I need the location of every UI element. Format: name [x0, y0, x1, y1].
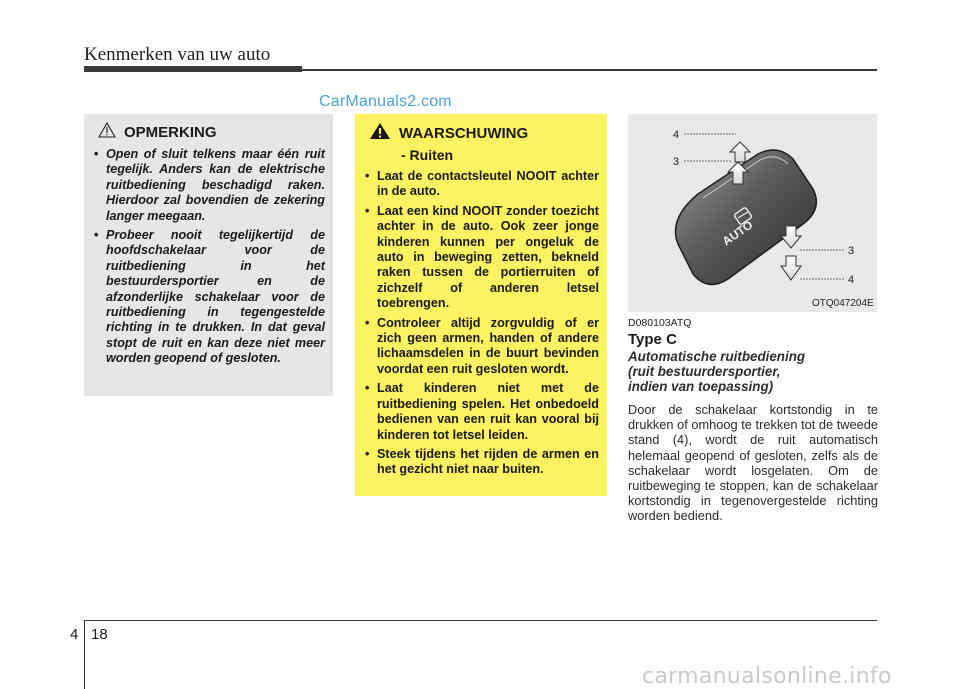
section-subtitle-line: (ruit bestuurdersportier,	[628, 364, 781, 380]
warning-item: • Laat een kind NOOIT zonder toezicht achter in de auto. Ook zeer jonge kinderen kunnen per ongeluk de auto in beweging zetten, bekneld raken tussen de portierruiten of zichzelf of anderen letsel toebrengen.	[365, 203, 599, 311]
illustration-code: OTQ047204E	[812, 298, 874, 309]
label-down-4: 4	[848, 274, 855, 286]
warning-item: • Controleer altijd zorgvuldig of er zich geen armen, handen of andere lichaamsdelen in de buurt bevinden voordat een ruit gesloten wordt.	[365, 315, 599, 376]
note-title: OPMERKING	[124, 124, 217, 141]
footer-rule	[84, 620, 877, 621]
site-watermark[interactable]: carmanualsonline.info	[642, 664, 892, 689]
warning-list	[365, 169, 599, 478]
page-header-title: Kenmerken van uw auto	[84, 44, 271, 65]
header-bar	[84, 66, 302, 72]
section-subtitle-line: indien van toepassing)	[628, 379, 774, 395]
note-box	[84, 114, 333, 396]
section-ref-code: D080103ATQ	[628, 317, 692, 329]
note-item: • Open of sluit telkens maar één ruit tegelijk. Anders kan de elektrische ruitbediening beschadigd raken. Hierdoor zal bovendien de zekering langer meegaan.	[94, 147, 325, 223]
section-body: Door de schakelaar kortstondig in te drukken of omhoog te trekken tot de tweede stand (4), wordt de ruit automatisch helemaal geopend of gesloten, zelfs als de schakelaar wordt losgelaten. Om de ruitbeweging te stoppen, kan de schakelaar kortstondig in tegenovergestelde richting worden bediend.	[628, 402, 878, 524]
section-title: Type C	[628, 331, 677, 348]
switch-auto-text: AUTO	[719, 217, 756, 249]
warning-subtitle: - Ruiten	[401, 147, 454, 163]
warning-icon	[369, 122, 391, 145]
caution-icon	[98, 122, 116, 143]
section-subtitle	[628, 349, 880, 395]
chapter-number: 4	[70, 626, 79, 643]
window-switch-illustration	[628, 114, 877, 312]
warning-title: WAARSCHUWING	[399, 125, 529, 142]
header-rule	[302, 69, 877, 71]
label-up-3: 3	[673, 156, 680, 168]
footer-divider	[84, 621, 85, 689]
warning-item: • Laat kinderen niet met de ruitbediening spelen. Het onbedoeld bedienen van een ruit kan vooral bij kinderen tot letsel leiden.	[365, 381, 599, 442]
warning-item: • Steek tijdens het rijden de armen en het gezicht niet naar buiten.	[365, 446, 599, 477]
note-item: • Probeer nooit tegelijkertijd de hoofdschakelaar voor de ruitbediening in het bestuurdersportier en de afzonderlijke schakelaar voor de ruitbediening in tegengestelde richting in te drukken. In dat geval stopt de ruit en kan deze niet meer worden geopend of gesloten.	[94, 228, 325, 366]
watermark[interactable]: CarManuals2.com	[319, 93, 452, 110]
arrow-up-icon	[730, 142, 750, 162]
warning-box	[355, 114, 607, 496]
label-down-3: 3	[848, 245, 855, 257]
warning-item: • Laat de contactsleutel NOOIT achter in de auto.	[365, 169, 599, 199]
arrow-down-icon	[781, 256, 801, 280]
label-up-4: 4	[673, 129, 680, 141]
note-list	[94, 147, 325, 367]
section-subtitle-line: Automatische ruitbediening	[628, 349, 806, 364]
page-number: 18	[91, 626, 108, 643]
